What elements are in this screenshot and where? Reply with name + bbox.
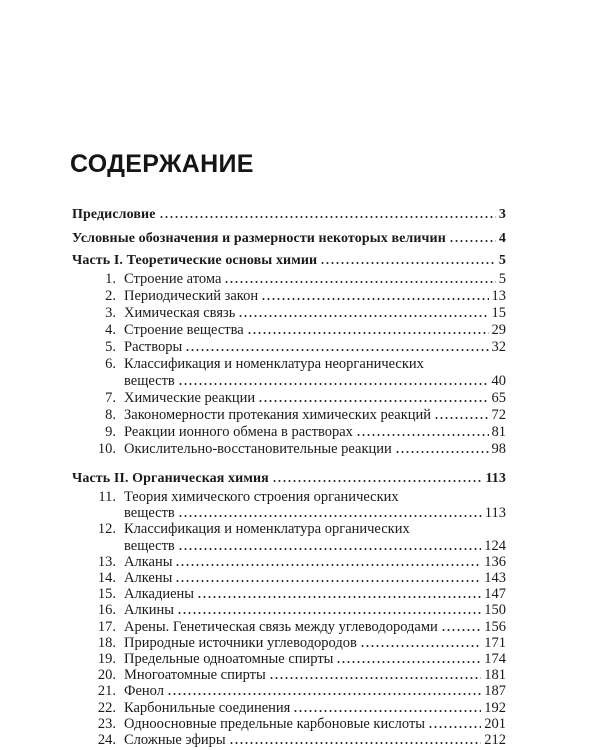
toc-entry-page: 201	[484, 715, 506, 732]
toc-entry-title-cont: веществ	[124, 505, 175, 522]
chapter-number: 5.	[105, 339, 116, 355]
chapter-number: 4.	[105, 322, 116, 338]
chapter-number: 6.	[105, 356, 116, 372]
dot-leader	[258, 399, 488, 403]
toc-entry-title: Предисловие	[72, 207, 156, 222]
dot-leader	[159, 215, 496, 219]
toc-chapter-14[interactable]	[72, 570, 506, 587]
toc-entry-title: Часть I. Теоретические основы химии	[72, 253, 318, 268]
toc-entry-page: 3	[498, 207, 506, 222]
dot-leader	[395, 450, 489, 454]
toc-entry-title: Строение атома	[124, 271, 222, 287]
toc-entry-title: Алкины	[124, 602, 175, 619]
chapter-number: 2.	[105, 288, 116, 304]
toc-chapter-6[interactable]	[72, 356, 506, 373]
toc-entry-title: Природные источники углеводородов	[124, 634, 357, 651]
toc-entry-title: Алканы	[124, 553, 173, 570]
toc-chapter-20[interactable]	[72, 667, 506, 684]
toc-chapter-23[interactable]	[72, 716, 506, 733]
chapter-number: 21.	[97, 683, 116, 700]
dot-leader	[197, 595, 481, 599]
dot-leader	[175, 563, 481, 567]
toc-entry-title: Часть II. Органическая химия	[72, 471, 269, 486]
toc-chapter-15[interactable]	[72, 586, 506, 603]
toc-entry-title: Алкены	[124, 570, 173, 586]
toc-chapter-24[interactable]	[72, 732, 506, 749]
toc-chapter-19[interactable]	[72, 651, 506, 668]
toc-entry-title: Растворы	[124, 339, 183, 355]
dot-leader	[229, 741, 482, 745]
toc-entry-page: 13	[491, 288, 506, 304]
toc-entry-page: 150	[484, 602, 506, 619]
dot-leader	[178, 382, 489, 386]
toc-entry-preface[interactable]	[72, 206, 506, 223]
chapter-number: 23.	[97, 715, 116, 732]
toc-entry-page: 81	[491, 424, 506, 440]
toc-entry-title: Предельные одноатомные спирты	[124, 651, 334, 667]
toc-entry-title: Окислительно-восстановительные реакции	[124, 441, 392, 457]
dot-leader	[269, 676, 481, 680]
dot-leader	[293, 709, 481, 713]
toc-entry-page: 143	[484, 570, 506, 586]
chapter-number: 9.	[105, 424, 116, 440]
dot-leader	[356, 433, 489, 437]
toc-entry-title: Реакции ионного обмена в растворах	[124, 424, 353, 440]
toc-entry-page: 212	[484, 732, 506, 748]
toc-entry-page: 15	[491, 305, 506, 321]
dot-leader	[428, 725, 481, 729]
toc-entry-title: Фенол	[124, 683, 164, 700]
dot-leader	[261, 297, 488, 301]
toc-chapter-4[interactable]	[72, 322, 506, 339]
toc-entry-title-cont: веществ	[124, 373, 175, 389]
toc-chapter-17[interactable]	[72, 619, 506, 636]
toc-entry-page: 4	[498, 231, 506, 246]
toc-entry-page: 5	[498, 253, 506, 268]
toc-chapter-9[interactable]	[72, 424, 506, 441]
toc-entry-title: Строение вещества	[124, 322, 244, 338]
chapter-number: 12.	[97, 521, 116, 538]
dot-leader	[320, 261, 496, 265]
toc-entry-page: 98	[491, 441, 506, 457]
chapter-number: 17.	[97, 618, 116, 635]
toc-chapter-18[interactable]	[72, 635, 506, 652]
chapter-number: 15.	[97, 586, 116, 603]
dot-leader	[449, 239, 496, 243]
chapter-number: 3.	[105, 305, 116, 321]
toc-chapter-12[interactable]	[72, 521, 506, 538]
toc-chapter-2[interactable]	[72, 288, 506, 305]
toc-entry-title: Условные обозначения и размерности некоторых величин	[72, 231, 446, 246]
chapter-number: 10.	[97, 441, 116, 457]
toc-entry-title: Многоатомные спирты	[124, 667, 266, 684]
toc-entry-page: 136	[484, 553, 506, 570]
chapter-number: 11.	[98, 489, 116, 505]
chapter-number: 20.	[97, 667, 116, 684]
chapter-number: 18.	[97, 634, 116, 651]
toc-chapter-22[interactable]	[72, 700, 506, 717]
toc-entry-title: Химическая связь	[124, 305, 236, 321]
toc-chapter-5[interactable]	[72, 339, 506, 356]
toc-chapter-11-cont[interactable]	[124, 505, 506, 522]
toc-entry-notation[interactable]	[72, 230, 506, 247]
toc-part-1[interactable]	[72, 252, 506, 269]
toc-entry-page: 72	[491, 407, 506, 423]
toc-entry-page: 65	[491, 390, 506, 406]
dot-leader	[441, 628, 481, 632]
toc-chapter-16[interactable]	[72, 602, 506, 619]
toc-chapter-8[interactable]	[72, 407, 506, 424]
toc-entry-page: 124	[484, 537, 506, 554]
dot-leader	[272, 479, 483, 483]
toc-chapter-6-cont[interactable]	[124, 373, 506, 390]
chapter-number: 13.	[97, 553, 116, 570]
dot-leader	[336, 660, 481, 664]
dot-leader	[238, 314, 488, 318]
chapter-number: 22.	[97, 699, 116, 716]
toc-entry-title: Карбонильные соединения	[124, 699, 291, 716]
toc-entry-title: Закономерности протекания химических реакций	[124, 407, 432, 423]
chapter-number: 24.	[97, 732, 116, 748]
toc-chapter-3[interactable]	[72, 305, 506, 322]
dot-leader	[434, 416, 488, 420]
toc-entry-page: 174	[484, 651, 506, 667]
toc-chapter-10[interactable]	[72, 441, 506, 458]
toc-chapter-11[interactable]	[72, 489, 506, 506]
toc-entry-page: 113	[484, 505, 506, 522]
toc-chapter-1[interactable]	[72, 271, 506, 288]
toc-entry-page: 32	[491, 339, 506, 355]
chapter-number: 16.	[97, 602, 116, 619]
dot-leader	[178, 547, 481, 551]
dot-leader	[175, 579, 481, 583]
dot-leader	[177, 611, 481, 615]
dot-leader	[178, 514, 482, 518]
toc-entry-page: 181	[484, 667, 506, 684]
toc-entry-title: Теория химического строения органических	[124, 489, 399, 505]
toc-entry-page: 40	[491, 373, 506, 389]
toc-entry-title-cont: веществ	[124, 537, 175, 554]
dot-leader	[167, 692, 481, 696]
toc-entry-page: 29	[491, 322, 506, 338]
toc-entry-title: Сложные эфиры	[124, 732, 226, 748]
dot-leader	[185, 348, 488, 352]
dot-leader	[224, 280, 495, 284]
chapter-number: 14.	[97, 570, 116, 586]
toc-entry-title: Классификация и номенклатура органических	[124, 521, 410, 538]
chapter-number: 1.	[105, 271, 116, 287]
toc-entry-title: Арены. Генетическая связь между углеводородами	[124, 618, 438, 635]
chapter-number: 8.	[105, 407, 116, 423]
chapter-number: 19.	[97, 651, 116, 667]
page-title: СОДЕРЖАНИЕ	[70, 150, 254, 178]
toc-chapter-21[interactable]	[72, 683, 506, 700]
toc-chapter-7[interactable]	[72, 390, 506, 407]
toc-entry-title: Классификация и номенклатура неорганических	[124, 356, 424, 372]
dot-leader	[247, 331, 489, 335]
toc-entry-page: 156	[484, 618, 506, 635]
chapter-number: 7.	[105, 390, 116, 406]
toc-part-2[interactable]	[72, 470, 506, 487]
toc-entry-title: Алкадиены	[124, 586, 195, 603]
toc-entry-page: 147	[484, 586, 506, 603]
toc-entry-title: Одноосновные предельные карбоновые кислоты	[124, 715, 426, 732]
toc-entry-title: Химические реакции	[124, 390, 256, 406]
toc-entry-page: 113	[485, 471, 506, 486]
toc-entry-page: 171	[484, 634, 506, 651]
toc-entry-page: 192	[484, 699, 506, 716]
toc-chapter-13[interactable]	[72, 554, 506, 571]
toc-entry-title: Периодический закон	[124, 288, 259, 304]
dot-leader	[360, 644, 481, 648]
toc-entry-page: 5	[498, 271, 506, 287]
toc-entry-page: 187	[484, 683, 506, 700]
toc-chapter-12-cont[interactable]	[124, 538, 506, 555]
